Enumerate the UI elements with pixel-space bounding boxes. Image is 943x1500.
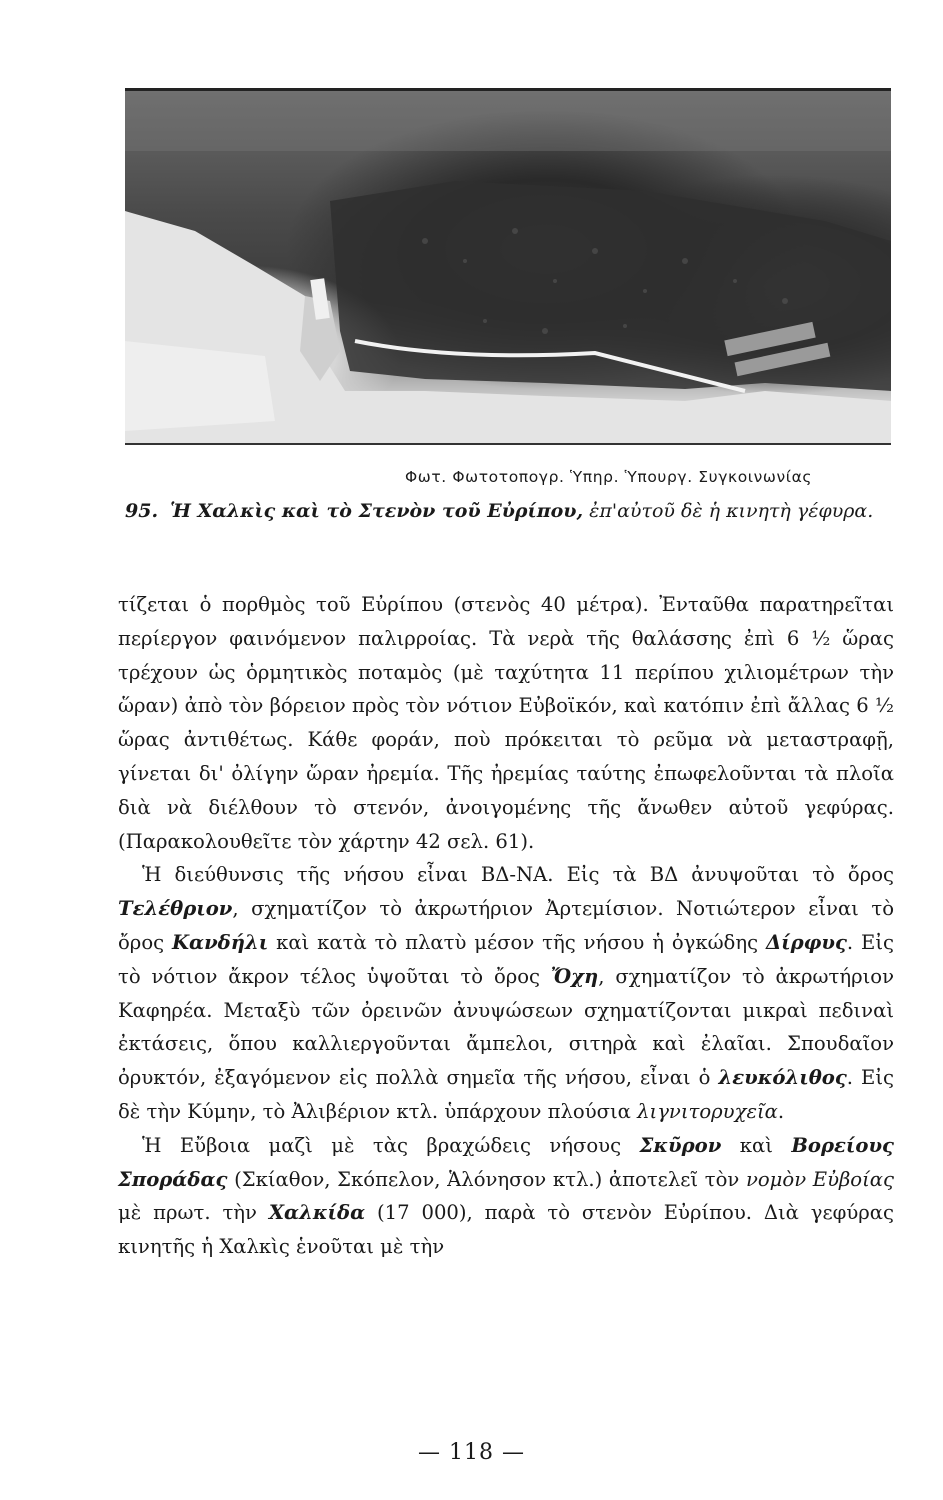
keyword-term: Δίρφυς xyxy=(765,930,847,954)
text-run: μὲ πρωτ. τὴν xyxy=(118,1201,269,1225)
paragraph xyxy=(118,588,894,858)
paragraph xyxy=(118,1129,894,1264)
text-run: , σχηματίζον τὸ ἀκρωτήριον Ἀρτεμίσιον. Νοτιώτερον εἶναι τὸ ὄρος xyxy=(118,897,894,954)
text-run: , σχηματίζον τὸ ἀκρωτήριον Καφηρέα. Μεταξὺ τῶν ὀρεινῶν ἀνυψώσεων σχηματίζονται μικραὶ πεδιναὶ ἐκτάσεις, ὅπου καλλιεργοῦνται ἄμπελοι, σιτηρὰ καὶ ἐλαῖαι. Σπουδαῖον ὀρυκτόν, ἐξαγόμενον εἰς πολλὰ σημεῖα τῆς νήσου, εἶναι ὁ xyxy=(118,964,894,1090)
page-number: — 118 — xyxy=(418,1440,525,1465)
figure-number: 95. xyxy=(125,500,159,522)
text-run: . Εἰς τὸ νότιον ἄκρον τέλος ὑψοῦται τὸ ὄρος xyxy=(118,930,894,988)
keyword-term: Βορείους Σποράδας xyxy=(118,1133,894,1191)
keyword-term: Τελέθριον xyxy=(118,897,233,921)
text-run: . xyxy=(777,1099,785,1123)
text-run: (Σκίαθον, Σκόπελον, Ἁλόνησον κτλ.) ἀποτελεῖ τὸν xyxy=(227,1167,746,1191)
figure-caption xyxy=(125,500,873,522)
text-run: Ἡ Εὔβοια μαζὶ μὲ τὰς βραχώδεις νήσους xyxy=(142,1133,640,1157)
photo-illustration xyxy=(125,91,891,443)
paragraph xyxy=(118,858,894,1128)
keyword-term: λευκόλιθος xyxy=(718,1066,847,1090)
figure-caption-rest: ἐπ'αὐτοῦ δὲ ἡ κινητὴ γέφυρα. xyxy=(589,500,874,522)
text-run: . Εἰς δὲ τὴν Κύμην, τὸ Ἀλιβέριον κτλ. ὑπάρχουν πλούσια xyxy=(118,1066,894,1123)
italic-term: νομὸν Εὐβοίας xyxy=(745,1167,894,1191)
text-run: τίζεται ὁ πορθμὸς τοῦ Εὐρίπου (στενὸς 40 μέτρα). Ἐνταῦθα παρατηρεῖται περίεργον φαινόμενον παλιρροίας. Τὰ νερὰ τῆς θαλάσσης ἐπὶ 6 ½ ὥρας τρέχουν ὡς ὁρμητικὸς ποταμὸς (μὲ ταχύτητα 11 περίπου χιλιομέτρων τὴν ὥραν) ἀπὸ τὸν βόρειον πρὸς τὸν νότιον Εὐβοϊκόν, καὶ κατόπιν ἐπὶ ἄλλας 6 ½ ὥρας ἀντιθέτως. Κάθε φοράν, ποὺ πρόκειται τὸ ρεῦμα νὰ μεταστραφῇ, γίνεται δι' ὀλίγην ὥραν ἠρεμία. Τῆς ἠρεμίας ταύτης ἐπωφελοῦνται τὰ πλοῖα διὰ νὰ διέλθουν τὸ στενόν, ἀνοιγομένης τῆς ἄνωθεν αὐτοῦ γεφύρας. (Παρακολουθεῖτε τὸν χάρτην 42 σελ. 61). xyxy=(118,593,894,853)
keyword-term: Σκῦρον xyxy=(639,1133,722,1157)
aerial-photo-chalkis xyxy=(125,88,891,445)
text-run: (17 000), παρὰ τὸ στενὸν Εὐρίπου. Διὰ γεφύρας κινητῆς ἡ Χαλκὶς ἑνοῦται μὲ τὴν xyxy=(118,1201,894,1259)
text-run: καὶ κατὰ τὸ πλατὺ μέσον τῆς νήσου ἡ ὀγκώδης xyxy=(268,930,766,954)
photo-credit: Φωτ. Φωτοτοπογρ. Ὑπηρ. Ὑπουργ. Συγκοινωνίας xyxy=(405,468,813,486)
text-run: καὶ xyxy=(721,1133,792,1157)
body-text xyxy=(118,588,894,1264)
keyword-term: Κανδήλι xyxy=(171,930,269,954)
figure-caption-main: Ἡ Χαλκὶς καὶ τὸ Στενὸν τοῦ Εὐρίπου, xyxy=(170,500,584,522)
italic-term: λιγνιτορυχεῖα xyxy=(637,1099,778,1123)
keyword-term: Ὄχη xyxy=(550,964,599,988)
text-run: Ἡ διεύθυνσις τῆς νήσου εἶναι ΒΔ-ΝΑ. Εἰς τὰ ΒΔ ἀνυψοῦται τὸ ὄρος xyxy=(142,863,894,887)
keyword-term: Χαλκίδα xyxy=(268,1201,366,1225)
